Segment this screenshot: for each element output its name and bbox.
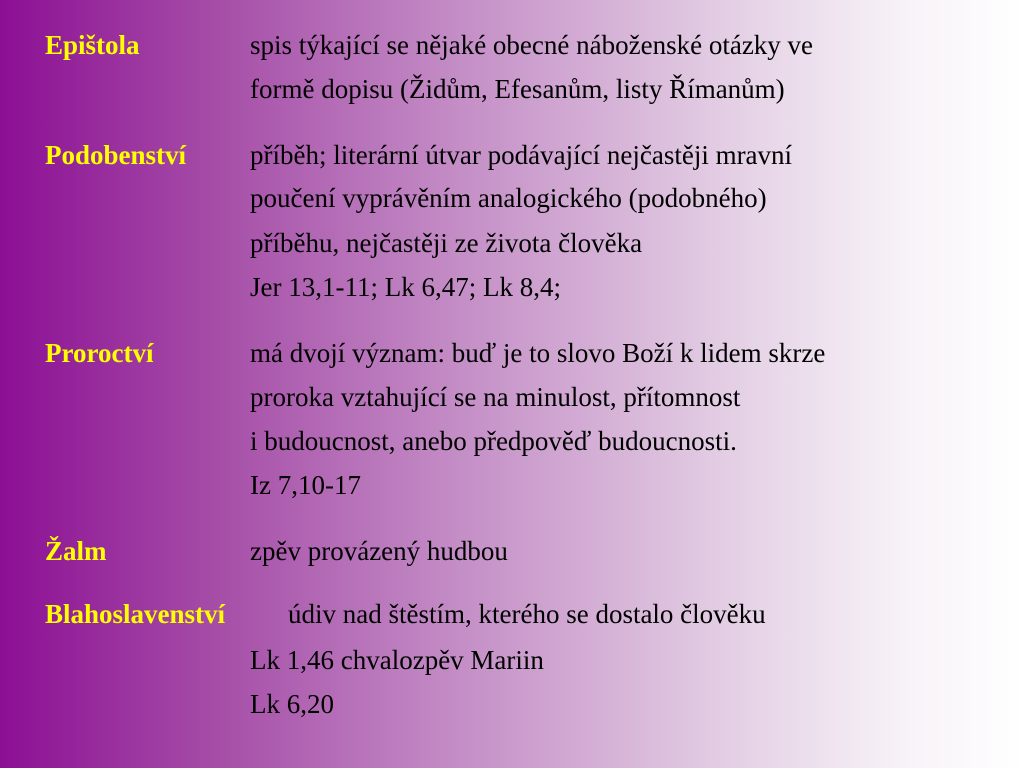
definition-line: údiv nad štěstím, kterého se dostalo člověku (288, 599, 766, 629)
definition-line: spis týkající se nějaké obecné náboženské otázky ve (250, 30, 814, 60)
term-epistola: Epištola (45, 30, 140, 60)
definition-line: příběhu, nejčastěji ze života člověka (250, 228, 643, 258)
reference-line: Iz 7,10-17 (250, 470, 361, 500)
reference-line: Lk 1,46 chvalozpěv Mariin (250, 645, 544, 675)
term-zalm: Žalm (45, 536, 107, 566)
definition-line: poučení vyprávěním analogického (podobného) (250, 183, 767, 213)
definition-line: proroka vztahující se na minulost, přítomnost (250, 382, 741, 412)
definition-line: zpěv provázený hudbou (250, 536, 508, 566)
term-podobenstvi: Podobenství (45, 140, 187, 170)
definition-line: má dvojí význam: buď je to slovo Boží k lidem skrze (250, 338, 826, 368)
term-proroctvi: Proroctví (45, 338, 154, 368)
definition-line: i budoucnost, anebo předpověď budoucnosti. (250, 426, 737, 456)
reference-line: Jer 13,1-11; Lk 6,47; Lk 8,4; (250, 272, 561, 302)
term-blahoslavenstvi: Blahoslavenství (45, 599, 226, 629)
definition-line: příběh; literární útvar podávající nejčastěji mravní (250, 140, 793, 170)
reference-line: Lk 6,20 (250, 689, 334, 719)
definition-line: formě dopisu (Židům, Efesanům, listy Římanům) (250, 74, 785, 104)
